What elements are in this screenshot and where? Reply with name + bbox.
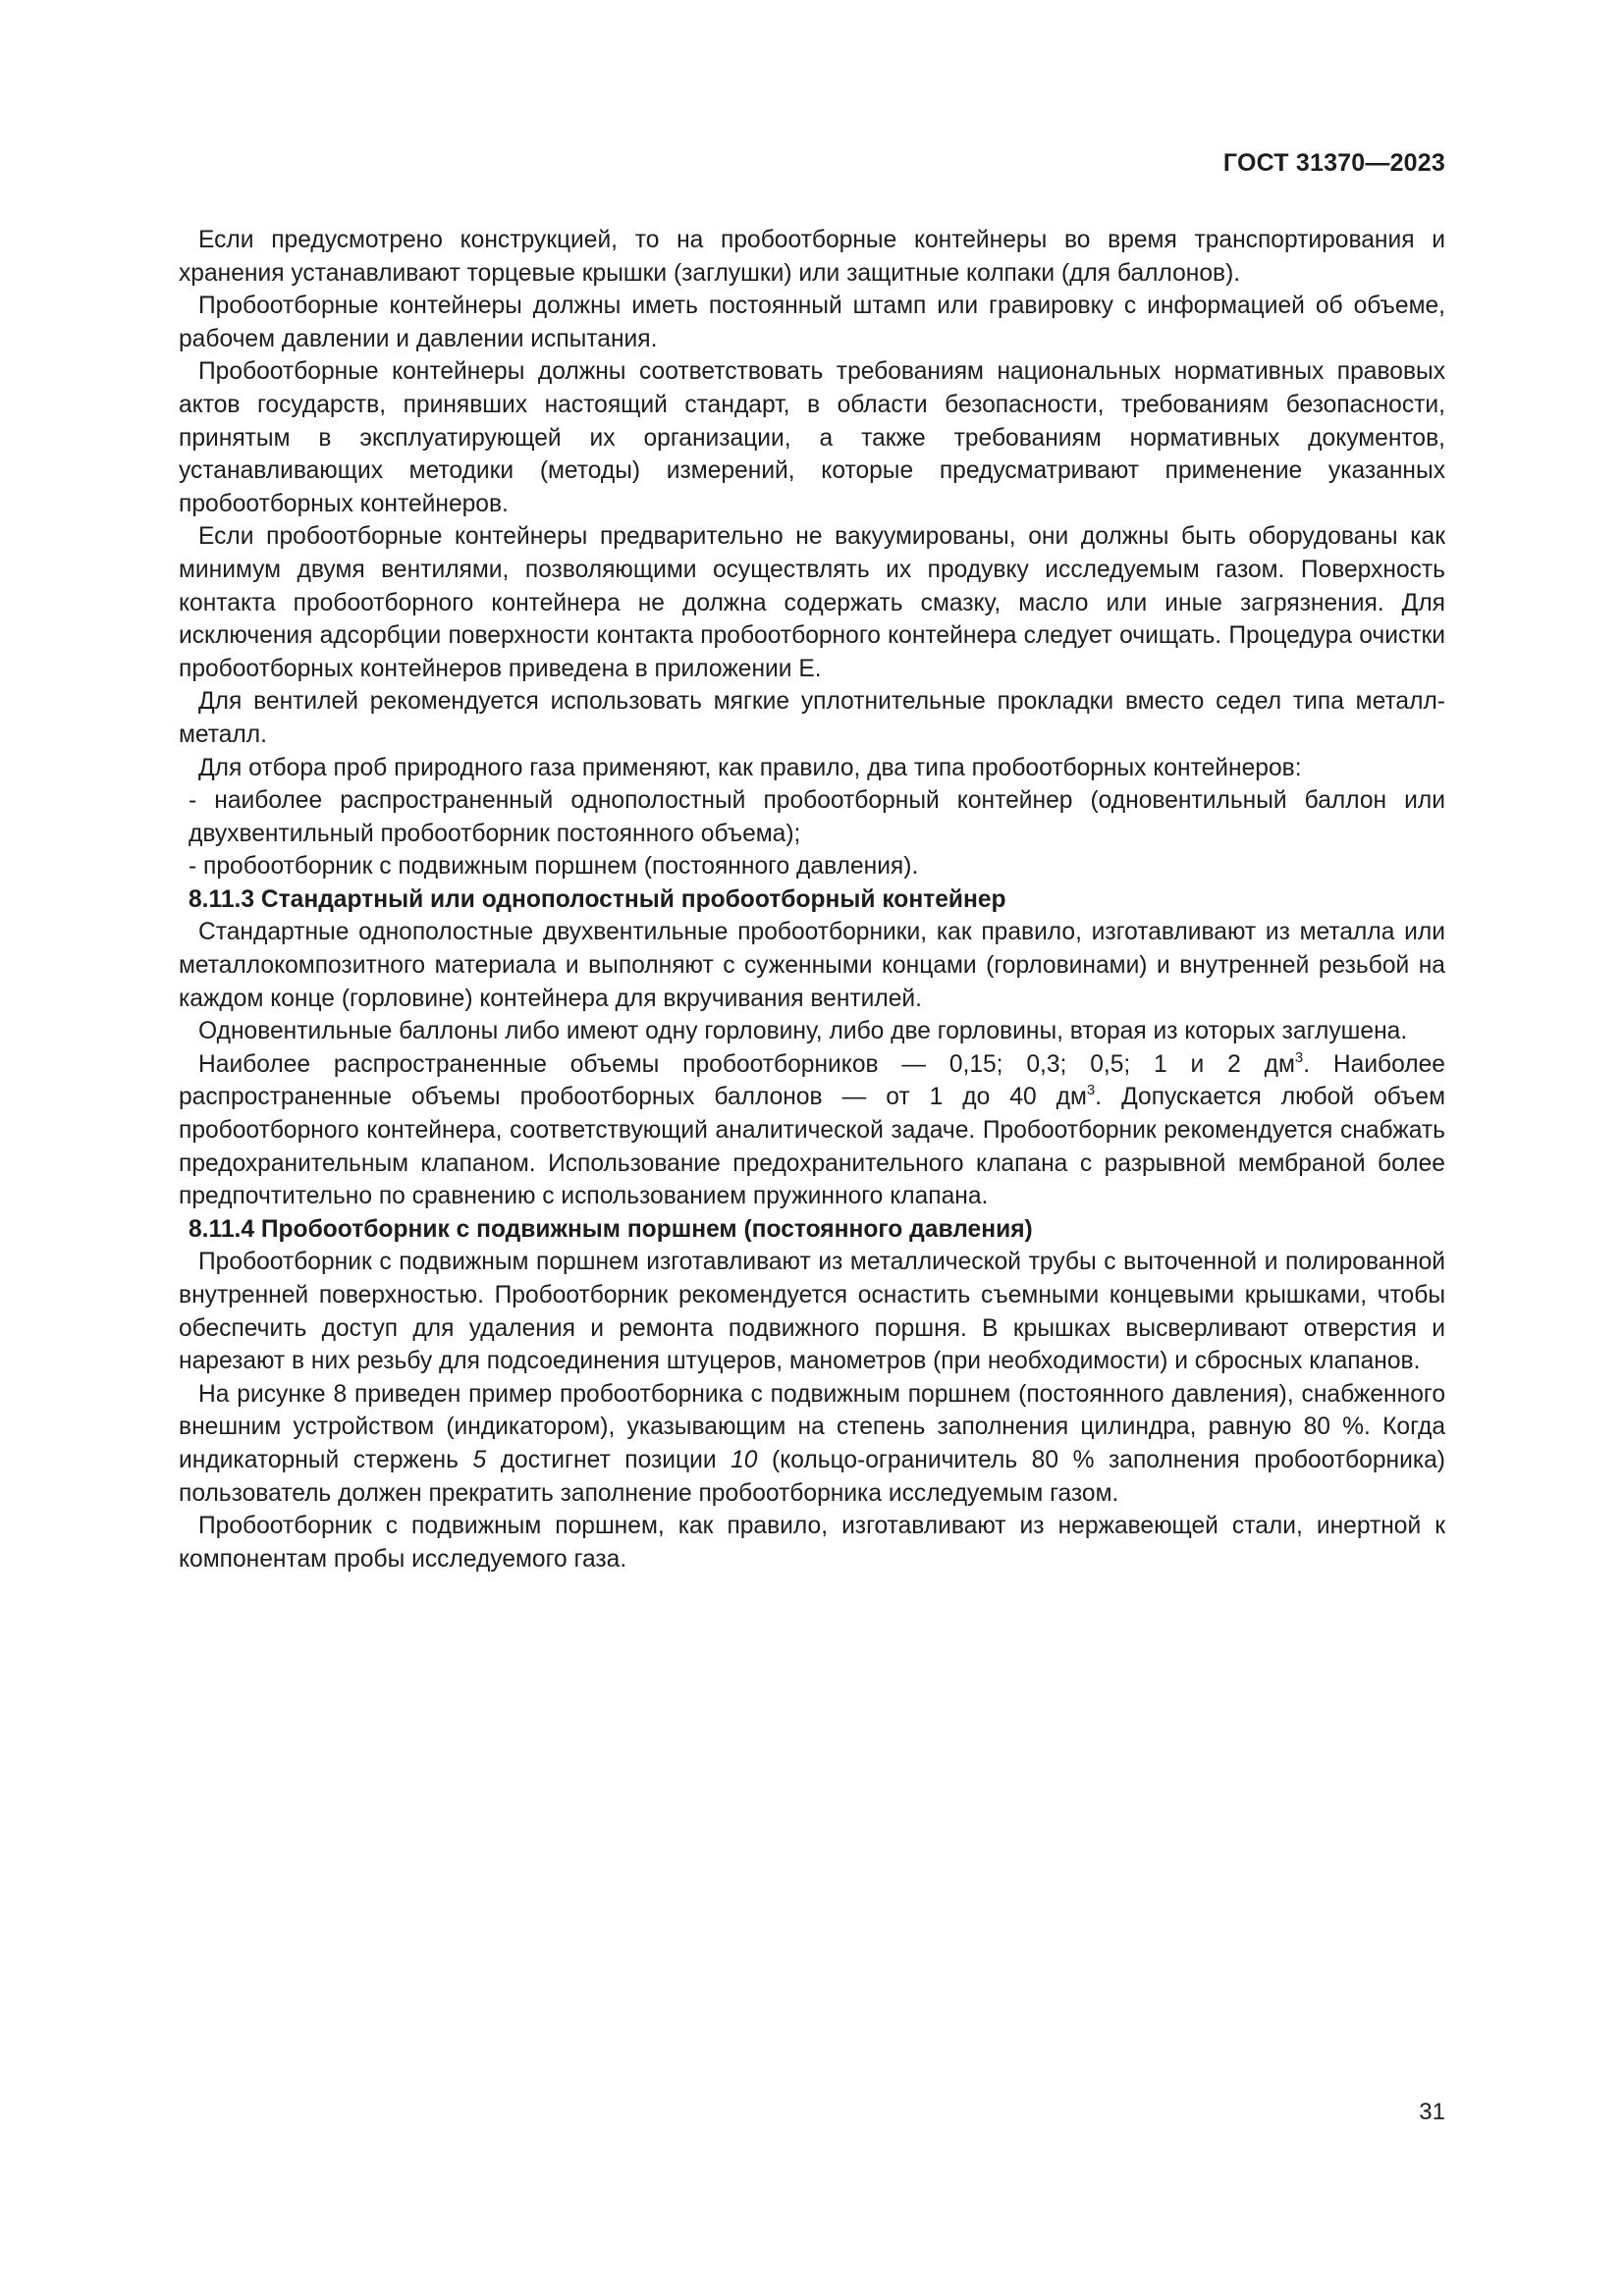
list-item-text: - наиболее распространенный однополостный пробоотборный контейнер (одновентильный баллон или двухвентильный пробоотборник постоянного объема); — [189, 787, 1445, 847]
paragraph — [179, 1246, 1445, 1377]
paragraph — [179, 752, 1445, 785]
italic-reference: 10 — [731, 1446, 758, 1473]
document-body — [179, 224, 1445, 1575]
paragraph — [179, 916, 1445, 1015]
paragraph-text: Наиболее распространенные объемы пробоотборников — 0,15; 0,3; 0,5; 1 и 2 дм — [198, 1050, 1295, 1078]
paragraph-text: Для вентилей рекомендуется использовать мягкие уплотнительные прокладки вместо седел типа металл-металл. — [179, 688, 1445, 748]
italic-reference: 5 — [472, 1446, 487, 1473]
paragraph-text: Стандартные однополостные двухвентильные пробоотборники, как правило, изготавливают из металла или металлокомпозитного материала и выполняют с суженными концами (горловинами) и внутренней резьбой на каждом конце (горловине) контейнера для вкручивания вентилей. — [179, 919, 1445, 1012]
paragraph-text: Если пробоотборные контейнеры предварительно не вакуумированы, они должны быть оборудованы как минимум двумя вентилями, позволяющими осуществлять их продувку исследуемым газом. Поверхность контакта пробоотборного контейнера не должна содержать смазку, масло или иные загрязнения. Для исключения адсорбции поверхности контакта пробоотборного контейнера следует очищать. Процедура очистки пробоотборных контейнеров приведена в приложении Е. — [179, 523, 1445, 682]
paragraph — [179, 355, 1445, 520]
list-item — [179, 784, 1445, 850]
paragraph — [179, 520, 1445, 685]
section-heading: 8.11.3 Стандартный или однополостный пробоотборный контейнер — [189, 885, 1006, 913]
paragraph-text: Одновентильные баллоны либо имеют одну горловину, либо две горловины, вторая из которых заглушена. — [198, 1018, 1408, 1045]
paragraph — [179, 1378, 1445, 1510]
document-header-code: ГОСТ 31370—2023 — [1222, 149, 1445, 177]
paragraph-text: (кольцо-ограничитель 80 % заполнения пробоотборника) пользователь должен прекратить заполнение пробоотборника исследуемым газом. — [179, 1446, 1445, 1507]
superscript: 3 — [1294, 1048, 1304, 1066]
section-heading: 8.11.4 Пробоотборник с подвижным поршнем (постоянного давления) — [189, 1215, 1033, 1243]
paragraph-text: Пробоотборные контейнеры должны соответствовать требованиям национальных нормативных правовых актов государств, принявших настоящий стандарт, в области безопасности, требованиям безопасности, принятым в эксплуатирующей их организации, а также требованиям нормативных документов, устанавливающих методики (методы) измерений, которые предусматривают применение указанных пробоотборных контейнеров. — [179, 358, 1445, 517]
paragraph — [179, 1048, 1445, 1213]
paragraph-text: На рисунке 8 приведен пример пробоотборника с подвижным поршнем (постоянного давления), снабженного внешним устройством (индикатором), указывающим на степень заполнения цилиндра, равную 80 %. Когда индикаторный стержень — [179, 1380, 1445, 1473]
paragraph-text: достигнет позиции — [486, 1446, 731, 1473]
list-item-text: - пробоотборник с подвижным поршнем (постоянного давления). — [189, 853, 919, 881]
paragraph-text: Для отбора проб природного газа применяют, как правило, два типа пробоотборных контейнеров: — [198, 754, 1302, 781]
paragraph-text: . Допускается любой объем пробоотборного контейнера, соответствующий аналитической задаче. Пробоотборник рекомендуется снабжать предохранительным клапаном. Использование предохранительного клапана с разрывной мембраной более предпочтительно по сравнению с использованием пружинного клапана. — [179, 1084, 1445, 1210]
paragraph-text: Пробоотборник с подвижным поршнем, как правило, изготавливают из нержавеющей стали, инертной к компонентам пробы исследуемого газа. — [179, 1513, 1445, 1573]
paragraph — [179, 685, 1445, 751]
paragraph — [179, 1015, 1445, 1048]
paragraph — [179, 224, 1445, 290]
paragraph — [179, 1510, 1445, 1575]
superscript: 3 — [1086, 1082, 1096, 1099]
list-item — [179, 850, 1445, 883]
page-number: 31 — [1419, 2099, 1445, 2125]
paragraph — [179, 290, 1445, 355]
paragraph-text: Пробоотборные контейнеры должны иметь постоянный штамп или гравировку с информацией об объеме, рабочем давлении и давлении испытания. — [179, 293, 1445, 352]
paragraph-text: . Наиболее распространенные объемы пробоотборных баллонов — от 1 до 40 дм — [179, 1050, 1445, 1111]
paragraph-text: Пробоотборник с подвижным поршнем изготавливают из металлической трубы с выточенной и полированной внутренней поверхностью. Пробоотборник рекомендуется оснастить съемными концевыми крышками, чтобы обеспечить доступ для удаления и ремонта подвижного поршня. В крышках высверливают отверстия и нарезают в них резьбу для подсоединения штуцеров, манометров (при необходимости) и сбросных клапанов. — [179, 1249, 1445, 1375]
paragraph-text: Если предусмотрено конструкцией, то на пробоотборные контейнеры во время транспортирования и хранения устанавливают торцевые крышки (заглушки) или защитные колпаки (для баллонов). — [179, 227, 1445, 287]
